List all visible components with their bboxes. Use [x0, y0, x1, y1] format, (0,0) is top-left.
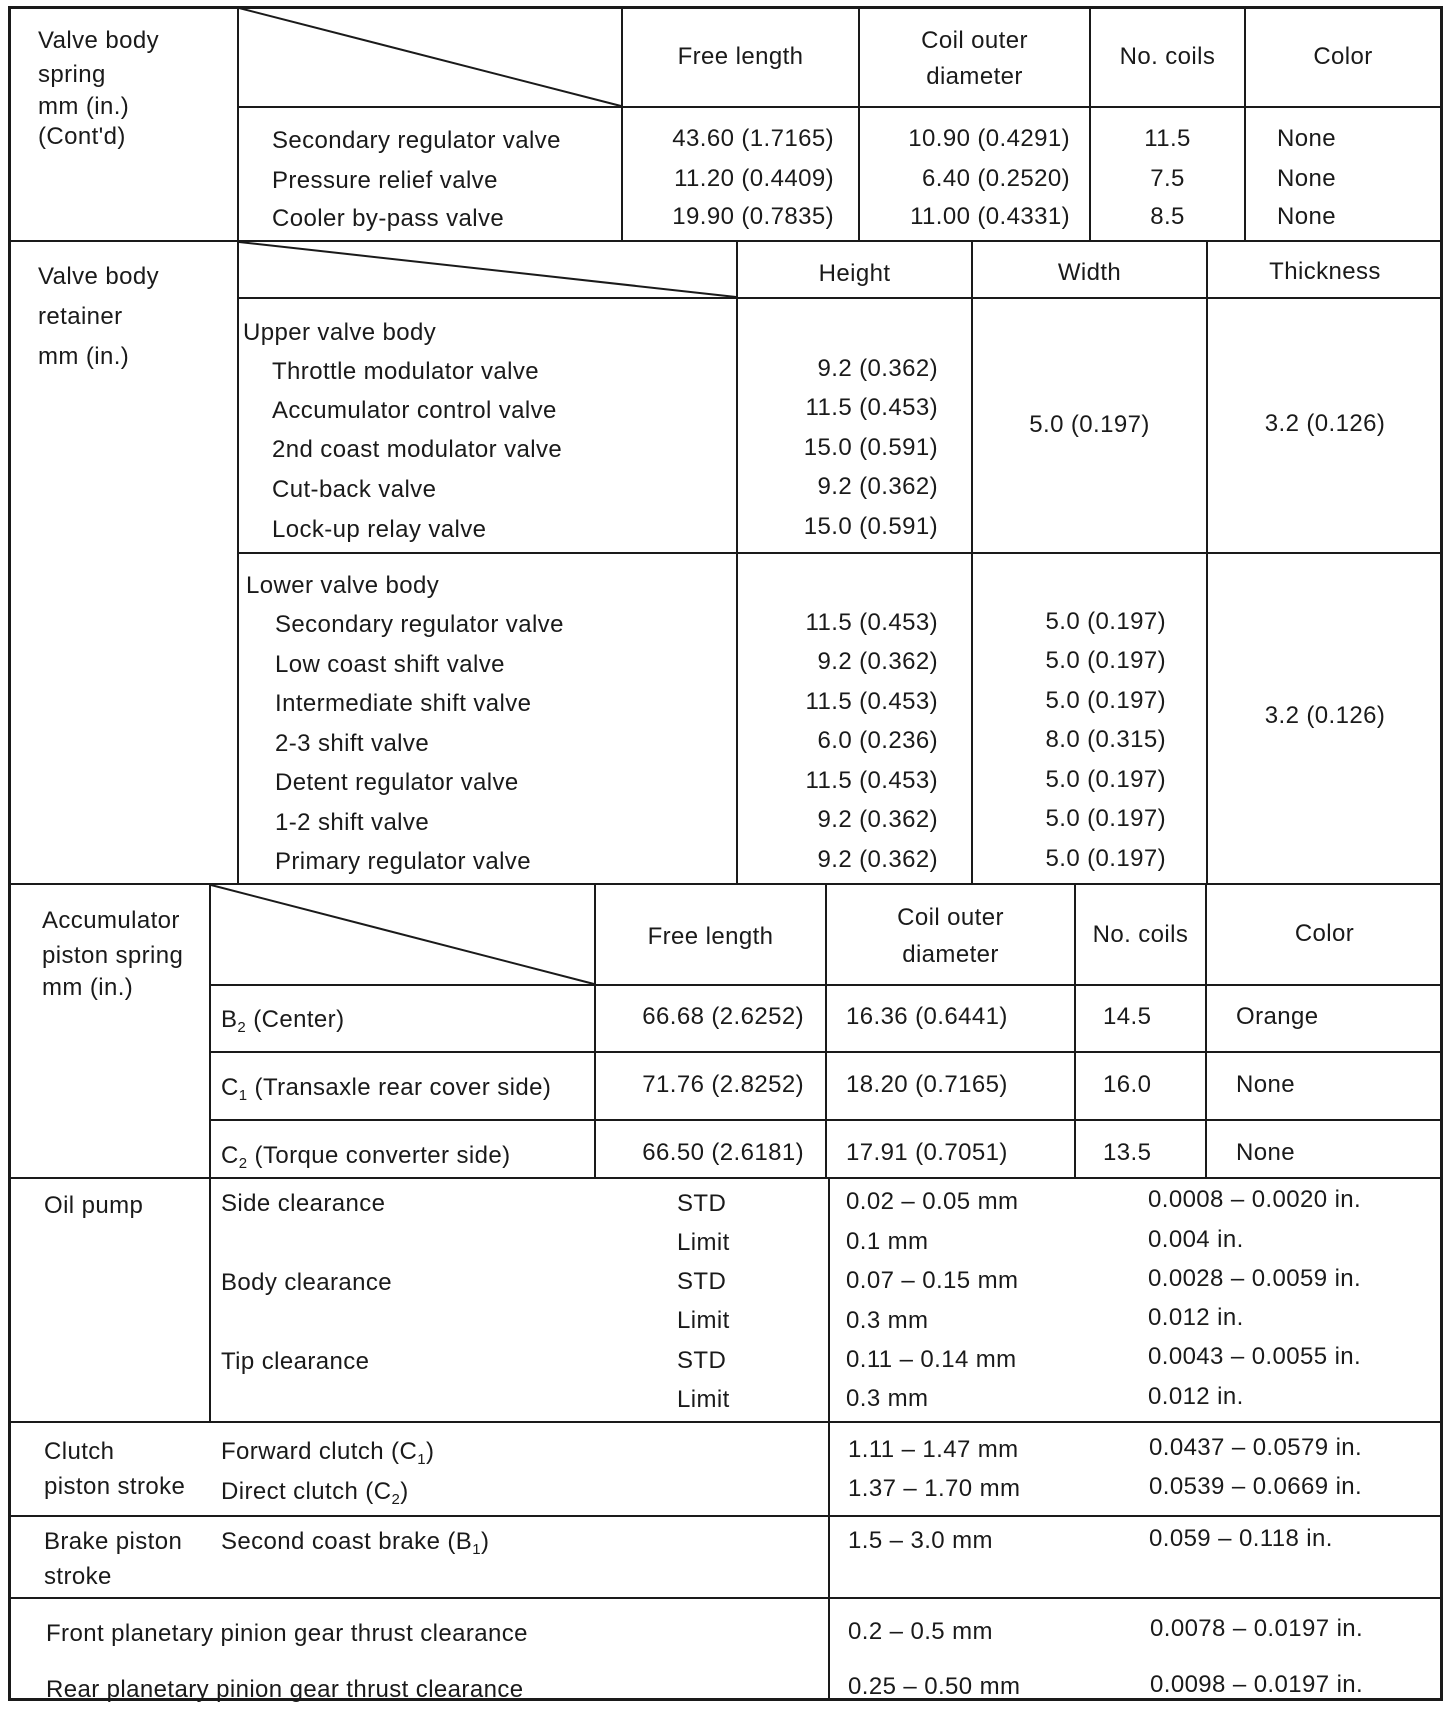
cell: 0.02 – 0.05 mm — [846, 1188, 1019, 1215]
row-label-close: ) — [480, 1528, 490, 1555]
row-label: Front planetary pinion gear thrust clearance — [46, 1620, 528, 1647]
cell: 1.37 – 1.70 mm — [848, 1475, 1021, 1502]
cell: 5.0 (0.197) — [1045, 647, 1166, 674]
row-label: Throttle modulator valve — [272, 358, 540, 385]
divider — [8, 1515, 1442, 1517]
row-label: Cut-back valve — [272, 476, 437, 503]
cell: 6.0 (0.236) — [817, 727, 938, 754]
row-subscript: 1 — [417, 1451, 426, 1468]
column-header: diameter — [902, 941, 999, 968]
row-label — [221, 1477, 409, 1507]
cell: 9.2 (0.362) — [817, 648, 938, 675]
cell: 15.0 (0.591) — [803, 513, 938, 540]
cell: 11.5 — [1144, 125, 1191, 152]
cell: Limit — [677, 1386, 730, 1413]
cell: 9.2 (0.362) — [817, 473, 938, 500]
section-label: Valve body — [38, 263, 159, 290]
row-label — [221, 1141, 511, 1171]
row-label — [221, 1527, 489, 1557]
cell: STD — [677, 1190, 727, 1217]
section-label: Brake piston — [44, 1528, 183, 1555]
cell: 5.0 (0.197) — [1045, 608, 1166, 635]
cell: 0.1 mm — [846, 1228, 929, 1255]
divider — [237, 297, 1442, 299]
row-symbol: C — [221, 1142, 239, 1169]
cell: 1.5 – 3.0 mm — [848, 1527, 993, 1554]
section-label: spring — [38, 61, 106, 88]
divider — [828, 1177, 830, 1698]
row-subscript: 2 — [237, 1019, 247, 1036]
row-label: Primary regulator valve — [275, 848, 531, 875]
section-label: Clutch — [44, 1438, 115, 1465]
cell: 0.012 in. — [1148, 1383, 1244, 1410]
column-header: Color — [1294, 920, 1355, 947]
column-header: No. coils — [1092, 921, 1189, 948]
divider — [237, 552, 1442, 554]
table-border-top — [8, 6, 1443, 9]
row-symbol: C — [221, 1074, 239, 1101]
row-label-text: Second coast brake (B — [221, 1528, 473, 1555]
row-label: 2nd coast modulator valve — [272, 436, 563, 463]
column-header: Free length — [677, 43, 804, 70]
cell: 43.60 (1.7165) — [672, 125, 834, 152]
cell: 71.76 (2.8252) — [642, 1071, 804, 1098]
cell: None — [1236, 1139, 1295, 1166]
cell: 9.2 (0.362) — [817, 846, 938, 873]
row-subscript: 2 — [238, 1155, 248, 1172]
cell: 5.0 (0.197) — [1045, 845, 1166, 872]
diagonal-line — [239, 242, 736, 297]
cell: 9.2 (0.362) — [817, 806, 938, 833]
row-label: Low coast shift valve — [275, 651, 505, 678]
section-label: mm (in.) — [38, 343, 130, 370]
row-label: Secondary regulator valve — [275, 611, 564, 638]
row-label-close: ) — [425, 1438, 435, 1465]
cell: 0.11 – 0.14 mm — [846, 1346, 1017, 1373]
row-label-close: ) — [400, 1478, 409, 1505]
cell: 0.2 – 0.5 mm — [848, 1618, 993, 1645]
cell: 18.20 (0.7165) — [846, 1071, 1008, 1098]
cell: 10.90 (0.4291) — [908, 125, 1070, 152]
row-label: 2-3 shift valve — [275, 730, 430, 757]
cell: None — [1277, 125, 1336, 152]
cell: 14.5 — [1103, 1003, 1152, 1030]
divider — [1206, 240, 1208, 883]
row-label: Body clearance — [221, 1269, 393, 1296]
cell: 0.3 mm — [846, 1307, 929, 1334]
column-header: Free length — [647, 923, 774, 950]
group-title: Lower valve body — [246, 572, 440, 599]
cell: 0.0028 – 0.0059 in. — [1148, 1265, 1362, 1292]
row-label: Side clearance — [221, 1190, 386, 1217]
row-subscript: 2 — [391, 1491, 401, 1508]
row-label-text: Direct clutch (C — [221, 1478, 392, 1505]
row-label: Cooler by-pass valve — [272, 205, 505, 232]
row-label: Secondary regulator valve — [272, 127, 561, 154]
cell: 0.0078 – 0.0197 in. — [1150, 1615, 1364, 1642]
cell: None — [1277, 165, 1336, 192]
row-label-text: Forward clutch (C — [221, 1438, 418, 1465]
cell: 0.059 – 0.118 in. — [1149, 1525, 1333, 1552]
row-label — [221, 1005, 344, 1035]
group-title: Upper valve body — [243, 319, 437, 346]
cell: 0.0539 – 0.0669 in. — [1149, 1473, 1363, 1500]
row-label: Accumulator control valve — [272, 397, 557, 424]
row-label — [221, 1073, 551, 1103]
divider — [209, 1051, 1442, 1053]
cell: 0.012 in. — [1148, 1304, 1244, 1331]
section-label: Valve body — [38, 27, 159, 54]
row-subscript: 1 — [238, 1087, 248, 1104]
divider — [8, 883, 1442, 885]
column-header: Coil outer — [897, 904, 1004, 931]
cell: 3.2 (0.126) — [1264, 702, 1386, 729]
divider — [8, 1597, 1442, 1599]
row-label: 1-2 shift valve — [275, 809, 430, 836]
cell: Limit — [677, 1307, 730, 1334]
column-header: Thickness — [1269, 258, 1381, 285]
cell: 15.0 (0.591) — [803, 434, 938, 461]
row-subscript: 1 — [472, 1541, 481, 1558]
section-label: piston stroke — [44, 1473, 186, 1500]
cell: None — [1277, 203, 1336, 230]
cell: 6.40 (0.2520) — [922, 165, 1070, 192]
row-description: (Center) — [246, 1006, 345, 1033]
diagonal-line — [239, 8, 621, 106]
column-header: Height — [818, 260, 891, 287]
cell: 0.07 – 0.15 mm — [846, 1267, 1019, 1294]
cell: 0.0098 – 0.0197 in. — [1150, 1671, 1364, 1698]
divider — [8, 240, 1442, 242]
cell: 11.20 (0.4409) — [674, 165, 834, 192]
cell: 0.3 mm — [846, 1385, 929, 1412]
cell: 0.0008 – 0.0020 in. — [1148, 1186, 1362, 1213]
row-label: Tip clearance — [221, 1348, 370, 1375]
section-label: piston spring — [42, 942, 184, 969]
row-label: Detent regulator valve — [275, 769, 519, 796]
table-border-left — [8, 6, 11, 1700]
cell: 11.5 (0.453) — [805, 609, 938, 636]
row-description: (Torque converter side) — [247, 1142, 511, 1169]
cell: 0.004 in. — [1148, 1226, 1244, 1253]
column-header: Coil outer — [921, 27, 1028, 54]
divider — [8, 1177, 1442, 1179]
cell: 0.0043 – 0.0055 in. — [1148, 1343, 1362, 1370]
cell: 17.91 (0.7051) — [846, 1139, 1008, 1166]
cell: 3.2 (0.126) — [1264, 410, 1386, 437]
section-label: mm (in.) — [38, 93, 130, 120]
section-label: Accumulator — [42, 907, 180, 934]
cell: None — [1236, 1071, 1295, 1098]
section-label: mm (in.) — [42, 974, 134, 1001]
cell: 16.36 (0.6441) — [846, 1003, 1008, 1030]
cell: 5.0 (0.197) — [1029, 411, 1150, 438]
cell: 8.5 — [1150, 203, 1185, 230]
divider — [209, 883, 211, 1421]
section-label: retainer — [38, 303, 123, 330]
cell: 5.0 (0.197) — [1045, 805, 1166, 832]
cell: 5.0 (0.197) — [1045, 687, 1166, 714]
cell: 9.2 (0.362) — [817, 355, 938, 382]
cell: STD — [677, 1268, 727, 1295]
cell: 1.11 – 1.47 mm — [848, 1436, 1019, 1463]
column-header: No. coils — [1119, 43, 1216, 70]
column-header: Width — [1057, 259, 1122, 286]
cell: 19.90 (0.7835) — [672, 203, 834, 230]
cell: 7.5 — [1150, 165, 1185, 192]
divider — [237, 106, 1442, 108]
divider — [209, 1119, 1442, 1121]
cell: 11.5 (0.453) — [805, 394, 938, 421]
cell: 0.0437 – 0.0579 in. — [1149, 1434, 1363, 1461]
row-label — [221, 1437, 434, 1467]
row-label: Rear planetary pinion gear thrust clearance — [46, 1676, 524, 1703]
column-header: diameter — [926, 63, 1023, 90]
cell: Orange — [1236, 1003, 1319, 1030]
cell: 11.00 (0.4331) — [910, 203, 1070, 230]
cell: 66.50 (2.6181) — [642, 1139, 804, 1166]
cell: 66.68 (2.6252) — [642, 1003, 804, 1030]
cell: 13.5 — [1103, 1139, 1152, 1166]
cell: 8.0 (0.315) — [1045, 726, 1166, 753]
cell: 11.5 (0.453) — [805, 688, 938, 715]
row-description: (Transaxle rear cover side) — [247, 1074, 552, 1101]
cell: Limit — [677, 1229, 730, 1256]
diagonal-line — [211, 885, 594, 984]
section-label: (Cont'd) — [38, 123, 126, 150]
row-label: Lock-up relay valve — [272, 516, 487, 543]
cell: STD — [677, 1347, 727, 1374]
section-label: stroke — [44, 1563, 112, 1590]
divider — [237, 6, 239, 240]
divider — [237, 240, 239, 883]
cell: 5.0 (0.197) — [1045, 766, 1166, 793]
section-label: Oil pump — [44, 1192, 144, 1219]
divider — [209, 984, 1442, 986]
cell: 16.0 — [1103, 1071, 1152, 1098]
cell: 0.25 – 0.50 mm — [848, 1673, 1021, 1700]
row-label: Intermediate shift valve — [275, 690, 532, 717]
row-symbol: B — [221, 1006, 238, 1033]
column-header: Color — [1313, 43, 1373, 70]
divider — [8, 1421, 1442, 1423]
row-label: Pressure relief valve — [272, 167, 498, 194]
cell: 11.5 (0.453) — [805, 767, 938, 794]
